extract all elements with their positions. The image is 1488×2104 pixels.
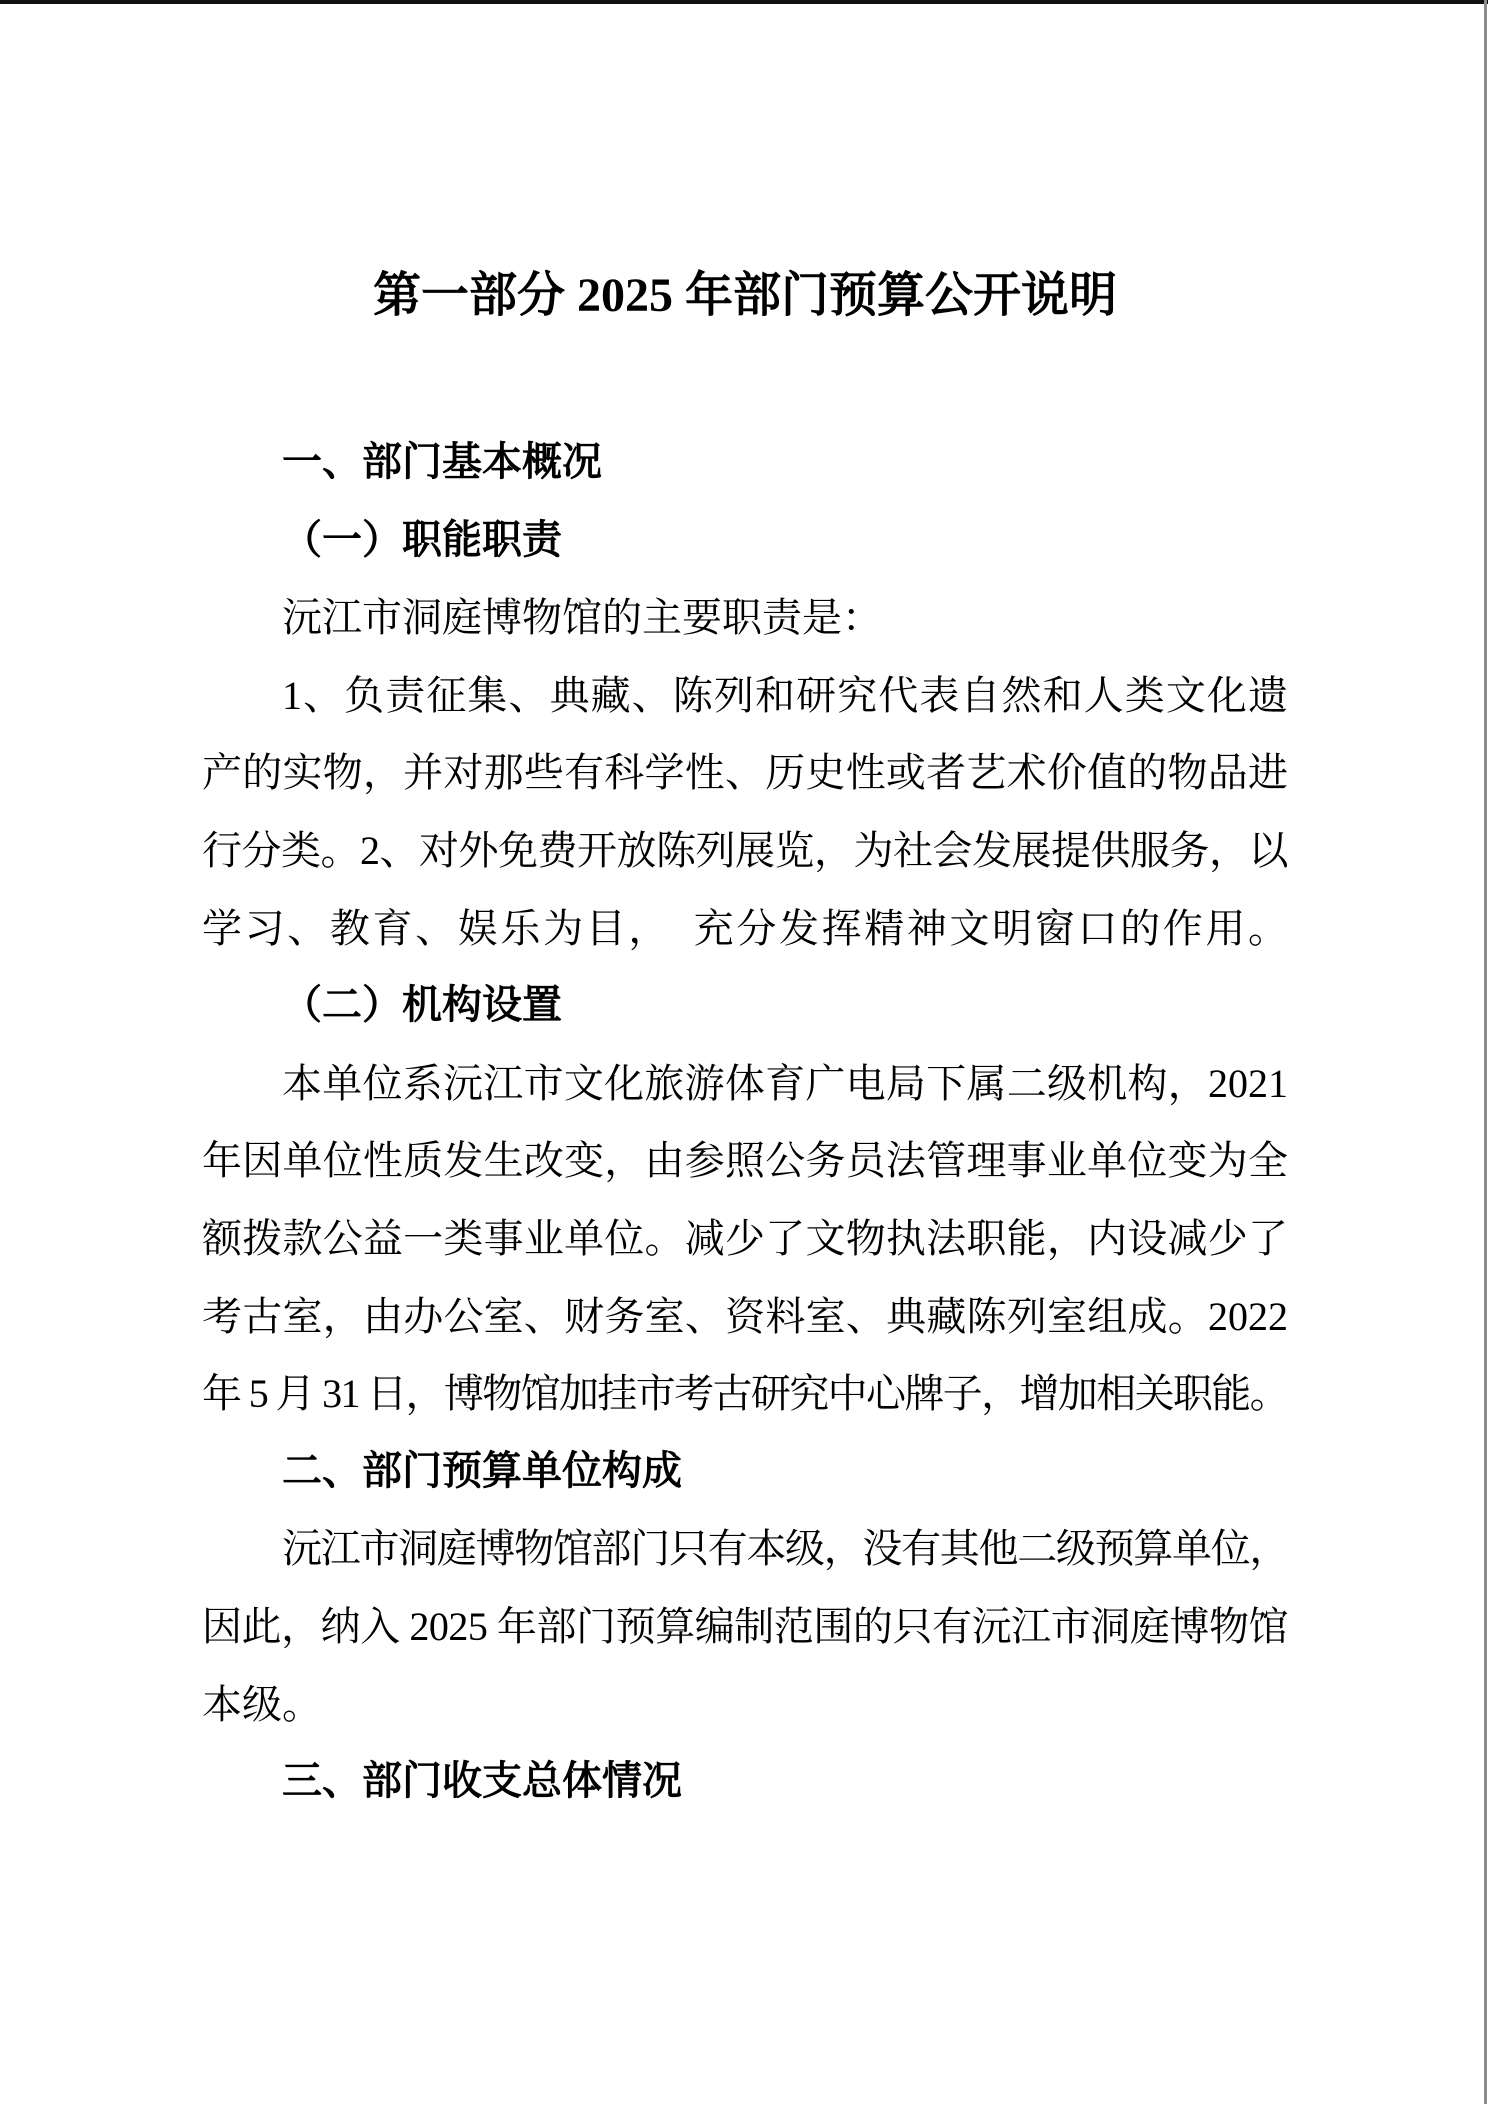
paragraph-line: 年 5 月 31 日，博物馆加挂市考古研究中心牌子，增加相关职能。 — [202, 1371, 1288, 1417]
paragraph-line: 额拨款公益一类事业单位。减少了文物执法职能，内设减少了 — [202, 1215, 1288, 1261]
section-heading: 一、部门基本概况 — [282, 440, 602, 484]
paragraph-line: 产的实物，并对那些有科学性、历史性或者艺术价值的物品进 — [202, 750, 1288, 796]
paragraph-line: 本级。 — [202, 1681, 322, 1727]
paragraph-line: 年因单位性质发生改变，由参照公务员法管理事业单位变为全 — [202, 1138, 1288, 1184]
paragraph-line: 沅江市洞庭博物馆的主要职责是： — [282, 595, 882, 641]
page-right-edge — [1484, 0, 1487, 2104]
document-body — [202, 424, 1288, 1821]
paragraph-line: 行分类。2、对外免费开放陈列展览，为社会发展提供服务，以 — [202, 827, 1288, 873]
section-heading: （二）机构设置 — [282, 983, 562, 1028]
section-heading: 三、部门收支总体情况 — [282, 1759, 682, 1804]
paragraph-line: 本单位系沅江市文化旅游体育广电局下属二级机构，2021 — [282, 1060, 1288, 1106]
paragraph-line: 学习、教育、娱乐为目， 充分发挥精神文明窗口的作用。 — [202, 905, 1288, 951]
paragraph-line: 考古室，由办公室、财务室、资料室、典藏陈列室组成。2022 — [202, 1293, 1288, 1339]
document-title: 第一部分 2025 年部门预算公开说明 — [372, 269, 1117, 322]
paragraph-line: 1、负责征集、典藏、陈列和研究代表自然和人类文化遗 — [282, 672, 1288, 718]
section-heading: 二、部门预算单位构成 — [282, 1448, 682, 1493]
paragraph-line: 沅江市洞庭博物馆部门只有本级，没有其他二级预算单位， — [282, 1526, 1288, 1572]
page-top-edge — [0, 0, 1488, 4]
paragraph-line: 因此，纳入 2025 年部门预算编制范围的只有沅江市洞庭博物馆 — [202, 1603, 1288, 1649]
section-heading: （一）职能职责 — [282, 517, 562, 562]
